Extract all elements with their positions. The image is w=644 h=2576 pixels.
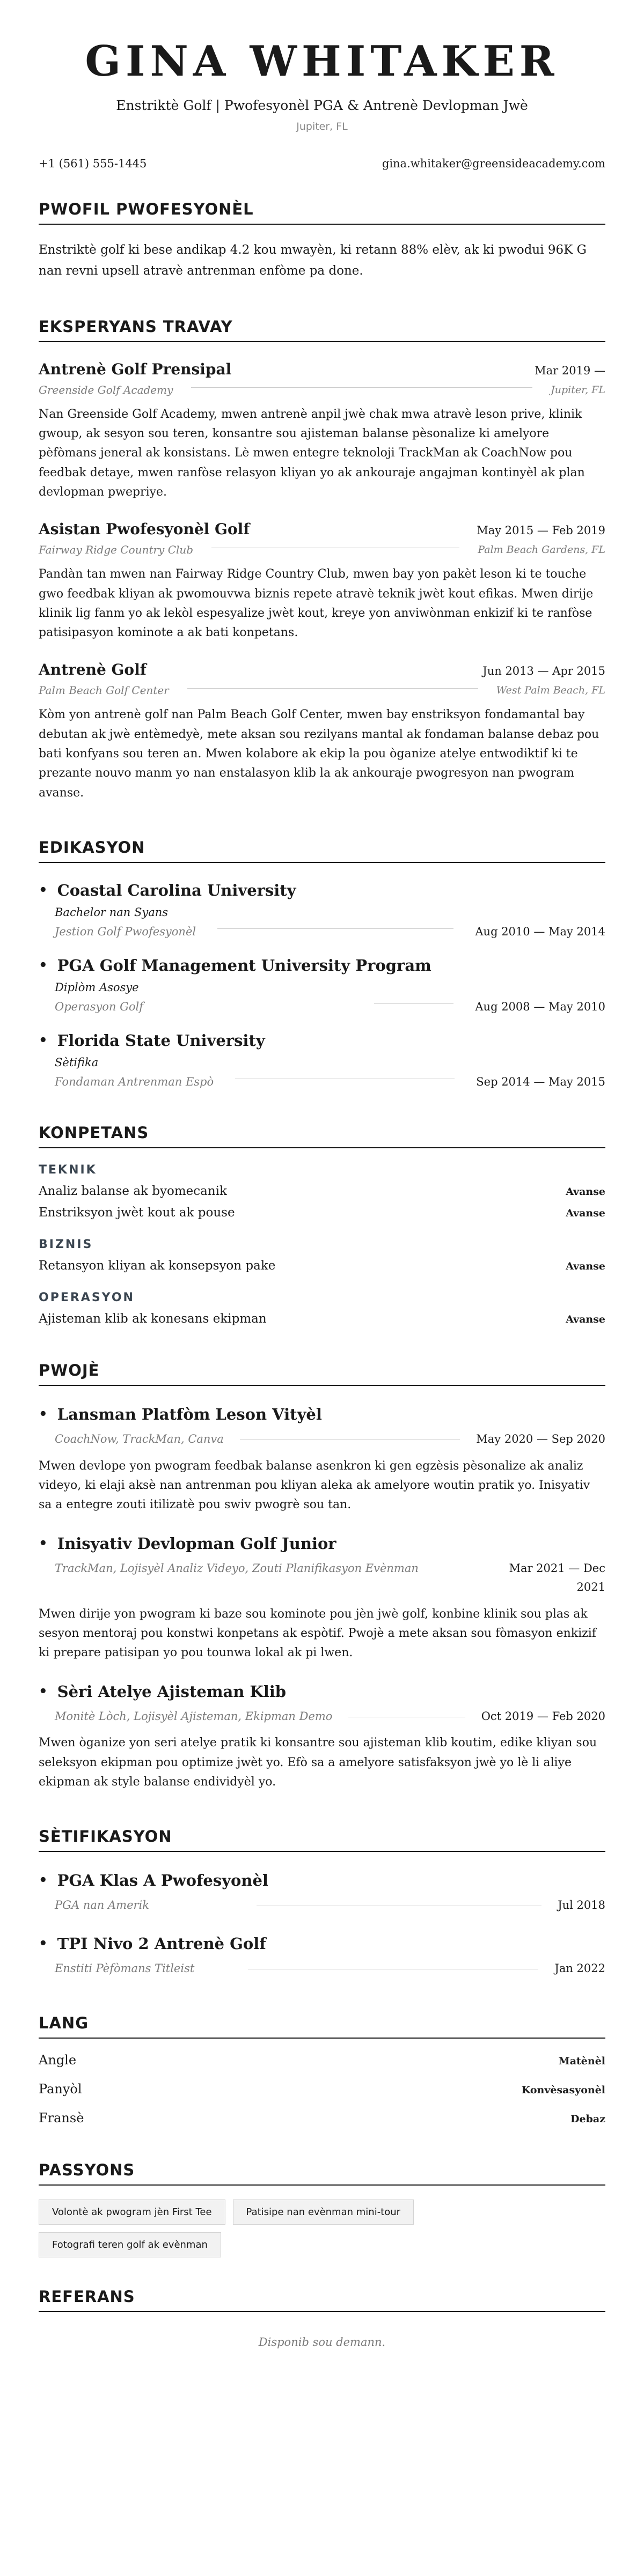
interest-tag: Fotografi teren golf ak evènman <box>39 2232 221 2257</box>
language-item <box>39 2053 605 2068</box>
school-name: Florida State University <box>57 1031 265 1050</box>
skill-item <box>39 1206 605 1220</box>
education-entry <box>39 956 605 1013</box>
candidate-title: Enstriktè Golf | Pwofesyonèl PGA & Antrenè Devlopman Jwè <box>116 97 528 113</box>
skill-item <box>39 1184 605 1198</box>
leader-line <box>187 688 478 689</box>
degree: Sètifika <box>55 1056 99 1069</box>
job-location: Palm Beach Gardens, FL <box>478 544 605 556</box>
field-of-study: Jestion Golf Pwofesyonèl <box>55 925 196 938</box>
education-dates: Aug 2008 — May 2010 <box>475 1000 605 1013</box>
field-of-study: Operasyon Golf <box>55 1000 144 1013</box>
skill-name: Enstriksyon jwèt kout ak pouse <box>39 1205 235 1220</box>
profile-summary: Enstriktè golf ki bese andikap 4.2 kou mwayèn, ki retann 88% elèv, ak ki pwodui 96K G nan revni upsell atravè antrenman enfòme pa done. <box>39 242 587 278</box>
email-address: gina.whitaker@greensideacademy.com <box>382 157 605 170</box>
bullet-icon: • <box>39 882 48 898</box>
language-level: Matènèl <box>558 2055 605 2067</box>
project-title: Inisyativ Devlopman Golf Junior <box>57 1534 336 1553</box>
interests-section <box>39 2161 605 2257</box>
contact-row <box>39 157 605 170</box>
job-company: Greenside Golf Academy <box>39 383 173 396</box>
field-of-study: Fondaman Antrenman Espò <box>55 1075 214 1088</box>
skill-level: Avanse <box>566 1207 605 1219</box>
languages-section <box>39 2014 605 2125</box>
project-tools: Monitè Lòch, Lojisyèl Ajisteman, Ekipman Demo <box>55 1709 333 1723</box>
interest-tags <box>39 2199 575 2257</box>
candidate-name: GINA WHITAKER <box>85 37 559 86</box>
bullet-icon: • <box>39 1406 48 1422</box>
project-tools: TrackMan, Lojisyèl Analiz Videyo, Zouti Planifikasyon Evènman <box>55 1561 419 1575</box>
bullet-icon: • <box>39 1936 48 1952</box>
section-heading: KONPETANS <box>39 1124 605 1148</box>
project-description: Mwen devlope yon pwogram feedbak balanse asenkron ki gen egzèsis pèsonalize ak analiz videyo, ki elaji aksè nan antrenman pou kliyan aleka ak amelyore woutin pratik yo. Inisyativ sa a entegre zouti itilizatè pou swiv pwogrè sou tan. <box>39 1459 590 1512</box>
skill-item <box>39 1312 605 1326</box>
degree: Diplòm Asosye <box>55 980 139 994</box>
language-item <box>39 2110 605 2125</box>
education-section <box>39 838 605 1088</box>
job-description: Kòm yon antrenè golf nan Palm Beach Golf Center, mwen bay enstriksyon fondamantal bay debutan ak jwè entèmedyè, mete aksan sou rezilyans mantal ak fondaman balanse debaz pou bati konfyans sou teren an. Mwen kolabore ak ekip la pou òganize atelye entwodiktif ki te prezante nouvo manm yo nan enstalasyon klib la ak ankouraje pwogresyon nan pwogram avanse. <box>39 708 599 800</box>
school-name: Coastal Carolina University <box>57 881 296 899</box>
job-entry <box>39 360 605 502</box>
references-text: Disponib sou demann. <box>258 2335 386 2349</box>
skill-category: BIZNIS <box>39 1237 93 1251</box>
language-level: Konvèsasyonèl <box>521 2084 605 2096</box>
job-title: Antrenè Golf <box>39 661 147 679</box>
certification-issuer: Enstiti Pèfòmans Titleist <box>55 1962 195 1975</box>
resume-header <box>39 38 605 132</box>
section-heading: PASSYONS <box>39 2161 605 2186</box>
skill-name: Analiz balanse ak byomecanik <box>39 1184 227 1198</box>
leader-line <box>217 928 453 929</box>
skill-name: Retansyon kliyan ak konsepsyon pake <box>39 1258 276 1273</box>
job-location: Jupiter, FL <box>551 383 605 396</box>
degree: Bachelor nan Syans <box>55 905 169 919</box>
job-location: West Palm Beach, FL <box>496 684 605 697</box>
candidate-location: Jupiter, FL <box>296 120 348 132</box>
job-title: Asistan Pwofesyonèl Golf <box>39 520 250 538</box>
section-heading: EKSPERYANS TRAVAY <box>39 318 605 342</box>
school-name: PGA Golf Management University Program <box>57 956 431 975</box>
job-company: Palm Beach Golf Center <box>39 684 169 697</box>
job-entry <box>39 661 605 802</box>
job-dates: May 2015 — Feb 2019 <box>477 524 605 537</box>
project-dates: Oct 2019 — Feb 2020 <box>481 1709 605 1723</box>
project-dates: May 2020 — Sep 2020 <box>476 1432 605 1445</box>
skill-item <box>39 1259 605 1273</box>
certification-issuer: PGA nan Amerik <box>55 1899 149 1912</box>
project-entry <box>39 1405 605 1515</box>
skill-level: Avanse <box>566 1260 605 1272</box>
job-dates: Jun 2013 — Apr 2015 <box>482 665 605 678</box>
certification-date: Jul 2018 <box>558 1899 605 1912</box>
certification-name: PGA Klas A Pwofesyonèl <box>57 1871 268 1890</box>
job-entry <box>39 520 605 643</box>
certification-entry <box>39 1871 605 1915</box>
bullet-icon: • <box>39 1535 48 1552</box>
bullet-icon: • <box>39 1032 48 1049</box>
project-entry <box>39 1534 605 1663</box>
bullet-icon: • <box>39 1683 48 1700</box>
project-description: Mwen òganize yon seri atelye pratik ki konsantre sou ajisteman klib koutim, edike kliyan sou seleksyon ekipman pou optimize jwèt yo. Efò sa a amelyore satisfaksyon jwè yo lè li aliye ekipman ak style balanse endividyèl yo. <box>39 1736 597 1789</box>
skill-level: Avanse <box>566 1313 605 1325</box>
section-heading: PWOFIL PWOFESYONÈL <box>39 200 605 225</box>
project-dates: Mar 2021 — Dec 2021 <box>509 1561 605 1594</box>
phone-number: +1 (561) 555-1445 <box>39 157 147 170</box>
section-heading: REFERANS <box>39 2287 605 2312</box>
language-item <box>39 2082 605 2097</box>
education-entry <box>39 1031 605 1088</box>
profile-section <box>39 200 605 282</box>
project-title: Sèri Atelye Ajisteman Klib <box>57 1682 287 1701</box>
language-name: Fransè <box>39 2110 84 2125</box>
section-heading: PWOJÈ <box>39 1361 605 1386</box>
project-description: Mwen dirije yon pwogram ki baze sou kominote pou jèn jwè golf, konbine klinik sou plas ak sesyon mentoraj pou konstwi konpetans ak espòtif. Pwojè a mete aksan sou fòmasyon enkizif ki prepare patisipan yo pou tounwa lokal ak pi lwen. <box>39 1607 596 1660</box>
projects-section <box>39 1361 605 1792</box>
experience-section <box>39 318 605 803</box>
certification-entry <box>39 1935 605 1979</box>
section-heading: LANG <box>39 2014 605 2039</box>
job-title: Antrenè Golf Prensipal <box>39 360 232 378</box>
skills-section <box>39 1124 605 1326</box>
section-heading: EDIKASYON <box>39 838 605 863</box>
section-heading: SÈTIFIKASYON <box>39 1827 605 1852</box>
language-name: Angle <box>39 2052 77 2068</box>
skill-name: Ajisteman klib ak konesans ekipman <box>39 1311 267 1326</box>
education-dates: Aug 2010 — May 2014 <box>475 925 605 938</box>
references-section <box>39 2287 605 2349</box>
skill-level: Avanse <box>566 1185 605 1198</box>
bullet-icon: • <box>39 1872 48 1889</box>
education-entry <box>39 881 605 938</box>
job-dates: Mar 2019 — <box>535 364 605 377</box>
skill-category: OPERASYON <box>39 1290 135 1304</box>
project-entry <box>39 1682 605 1792</box>
interest-tag: Volontè ak pwogram jèn First Tee <box>39 2199 225 2225</box>
education-dates: Sep 2014 — May 2015 <box>476 1075 605 1088</box>
certifications-section <box>39 1827 605 1978</box>
certification-name: TPI Nivo 2 Antrenè Golf <box>57 1935 266 1953</box>
project-tools: CoachNow, TrackMan, Canva <box>55 1432 224 1445</box>
bullet-icon: • <box>39 957 48 973</box>
job-company: Fairway Ridge Country Club <box>39 543 194 557</box>
interest-tag: Patisipe nan evènman mini-tour <box>233 2199 414 2225</box>
leader-line <box>374 1003 453 1004</box>
job-description: Nan Greenside Golf Academy, mwen antrenè anpil jwè chak mwa atravè leson prive, klinik gwoup, ak sesyon sou teren, konsantre sou ajisteman balanse pèsonalize ki amelyore pèfòmans jeneral ak konsistans. Lè mwen entegre teknoloji TrackMan ak CoachNow pou feedbak detaye, mwen ranfòse relasyon kliyan yo ak ankouraje angajman kontinyèl ak plan devlopman pwepriye. <box>39 407 585 499</box>
language-name: Panyòl <box>39 2081 82 2097</box>
leader-line <box>191 387 532 388</box>
skill-category: TEKNIK <box>39 1163 97 1177</box>
language-level: Debaz <box>570 2113 605 2125</box>
job-description: Pandàn tan mwen nan Fairway Ridge Country Club, mwen bay yon pakèt leson ki te touche gwo feedbak kliyan ak pwomouvwa biznis repete atravè teknik jwèt kout efikas. Mwen dirije klinik lig fanm yo ak lekòl espesyalize jwèt kout, kreye yon anviwònman enkizif ki te ranfòse patisipasyon kominote a ak bati konpetans. <box>39 567 594 640</box>
project-title: Lansman Platfòm Leson Vityèl <box>57 1405 322 1423</box>
certification-date: Jan 2022 <box>554 1962 605 1975</box>
